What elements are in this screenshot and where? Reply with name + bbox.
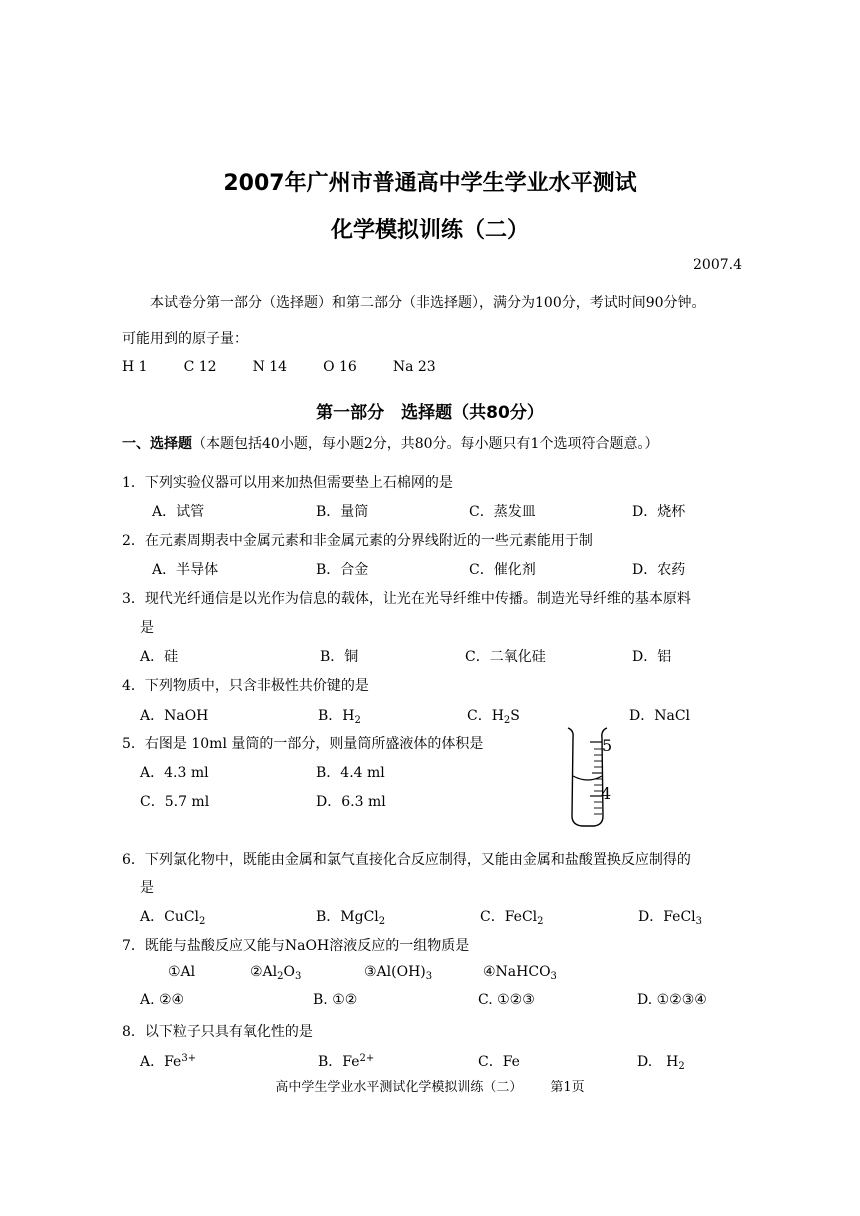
q8-a-text: A．Fe [140, 1054, 182, 1070]
intro-line-1: 本试卷分第一部分（选择题）和第二部分（非选择题），满分为100分，考试时间90分钟。 [150, 295, 706, 311]
q7-i4-sub: 3 [550, 971, 557, 982]
q6-b-sub: 2 [378, 916, 386, 927]
q7-i3-text: ③Al(OH) [364, 964, 426, 980]
q6-d-sub: 3 [695, 916, 703, 927]
q7-i2-text: ②Al [250, 964, 278, 980]
q4-b-text: B．H [318, 708, 355, 724]
q5-option-d: D．6.3 ml [316, 794, 386, 810]
q6-option-d [638, 906, 702, 926]
q6-c-text: C．FeCl [480, 909, 538, 925]
q7-i3-sub: 3 [425, 971, 433, 982]
q6-stem-cont: 是 [140, 880, 154, 896]
scale-label-4: 4 [601, 784, 612, 803]
q6-option-a [140, 906, 205, 926]
atom-o: O 16 [323, 359, 357, 375]
q4-option-b [318, 705, 361, 725]
q3-option-d: D．铝 [632, 649, 672, 665]
q1-option-c: C．蒸发皿 [469, 504, 536, 520]
footer-page-number: 第1页 [550, 1080, 585, 1095]
graduated-cylinder-figure [560, 724, 630, 832]
q8-b-text: B．Fe [318, 1054, 360, 1070]
intro-line-2: 可能用到的原子量： [122, 331, 248, 347]
q7-item-1: ①Al [168, 964, 196, 980]
q4-option-d: D．NaCl [629, 708, 691, 724]
q7-option-c: C. ①②③ [478, 992, 535, 1008]
q7-option-d: D. ①②③④ [637, 992, 707, 1008]
q7-item-2 [250, 964, 301, 980]
q2-option-c: C．催化剂 [469, 562, 536, 578]
q7-option-b: B. ①② [313, 992, 358, 1008]
q7-stem: 7．既能与盐酸反应又能与NaOH溶液反应的一组物质是 [122, 938, 470, 954]
q1-option-d: D．烧杯 [632, 504, 686, 520]
exam-subtitle: 化学模拟训练（二） [330, 218, 529, 243]
q2-option-b: B．合金 [316, 562, 369, 578]
q7-i4-text: ④NaHCO [483, 964, 551, 980]
q6-c-sub: 2 [537, 916, 544, 927]
q3-option-c: C．二氧化硅 [465, 649, 546, 665]
q7-i2-mid: O [283, 964, 295, 980]
q7-item-4 [483, 964, 557, 980]
q8-option-d [637, 1051, 685, 1071]
q3-stem: 3．现代光纤通信是以光作为信息的载体，让光在光导纤维中传播。制造光导纤维的基本原料 [122, 591, 691, 607]
q6-b-text: B．MgCl [316, 909, 379, 925]
q5-option-c: C．5.7 ml [140, 794, 210, 810]
q3-stem-cont: 是 [140, 620, 154, 636]
q8-b-sup: 2+ [359, 1053, 375, 1064]
exam-date: 2007.4 [693, 257, 742, 273]
q6-stem: 6．下列氯化物中，既能由金属和氯气直接化合反应制得，又能由金属和盐酸置换反应制得的 [122, 852, 691, 868]
q8-option-b [318, 1051, 374, 1071]
instr-rest: （本题包括40小题，每小题2分，共80分。每小题只有1个选项符合题意。） [192, 436, 659, 452]
q6-d-text: D．FeCl [638, 909, 696, 925]
q8-d-text: D. H [637, 1054, 679, 1070]
q8-a-sup: 3+ [181, 1053, 197, 1064]
q6-a-sub: 2 [199, 916, 206, 927]
q4-option-a: A．NaOH [140, 708, 209, 724]
q4-c-text: C．H [467, 708, 504, 724]
q6-a-text: A．CuCl [140, 909, 200, 925]
atom-na: Na 23 [392, 359, 436, 375]
q2-stem: 2．在元素周期表中金属元素和非金属元素的分界线附近的一些元素能用于制 [122, 533, 593, 549]
q8-option-c: C．Fe [478, 1054, 520, 1070]
q7-item-3 [364, 964, 432, 980]
q8-stem: 8．以下粒子只具有氧化性的是 [122, 1024, 313, 1040]
section-title: 第一部分 选择题（共80分） [316, 403, 544, 423]
q3-option-b: B．铜 [320, 649, 359, 665]
exam-title: 2007年广州市普通高中学生学业水平测试 [223, 171, 637, 196]
atom-n: N 14 [252, 359, 288, 375]
scale-label-5: 5 [602, 736, 613, 755]
q8-d-sub: 2 [678, 1061, 685, 1072]
q4-c-post: S [510, 708, 520, 724]
q1-option-b: B．量筒 [316, 504, 369, 520]
q1-stem: 1．下列实验仪器可以用来加热但需要垫上石棉网的是 [122, 475, 453, 491]
q4-c-sub: 2 [503, 715, 511, 726]
q2-option-a: A．半导体 [152, 562, 219, 578]
q6-option-b [316, 906, 385, 926]
q1-option-a: A．试管 [152, 504, 205, 520]
instr-bold: 一、选择题 [122, 436, 192, 452]
q4-option-c [467, 705, 520, 725]
q7-i2-sub1: 2 [277, 971, 284, 982]
q5-option-a: A．4.3 ml [140, 765, 209, 781]
q3-option-a: A．硅 [140, 649, 179, 665]
atom-h: H 1 [122, 359, 148, 375]
footer-title: 高中学生学业水平测试化学模拟训练（二） [275, 1080, 523, 1095]
q5-stem: 5．右图是 10ml 量筒的一部分，则量筒所盛液体的体积是 [122, 736, 484, 752]
atomic-masses [122, 359, 472, 375]
q4-stem: 4．下列物质中，只含非极性共价键的是 [122, 678, 369, 694]
q7-i2-sub2: 3 [295, 971, 302, 982]
q4-b-sub: 2 [354, 715, 361, 726]
atom-c: C 12 [183, 359, 217, 375]
q8-option-a [140, 1051, 196, 1071]
q7-option-a: A. ②④ [140, 992, 185, 1008]
q5-option-b: B．4.4 ml [316, 765, 385, 781]
q6-option-c [480, 906, 544, 926]
section-instructions [122, 433, 658, 453]
page-footer [0, 1076, 860, 1095]
q2-option-d: D．农药 [632, 562, 686, 578]
